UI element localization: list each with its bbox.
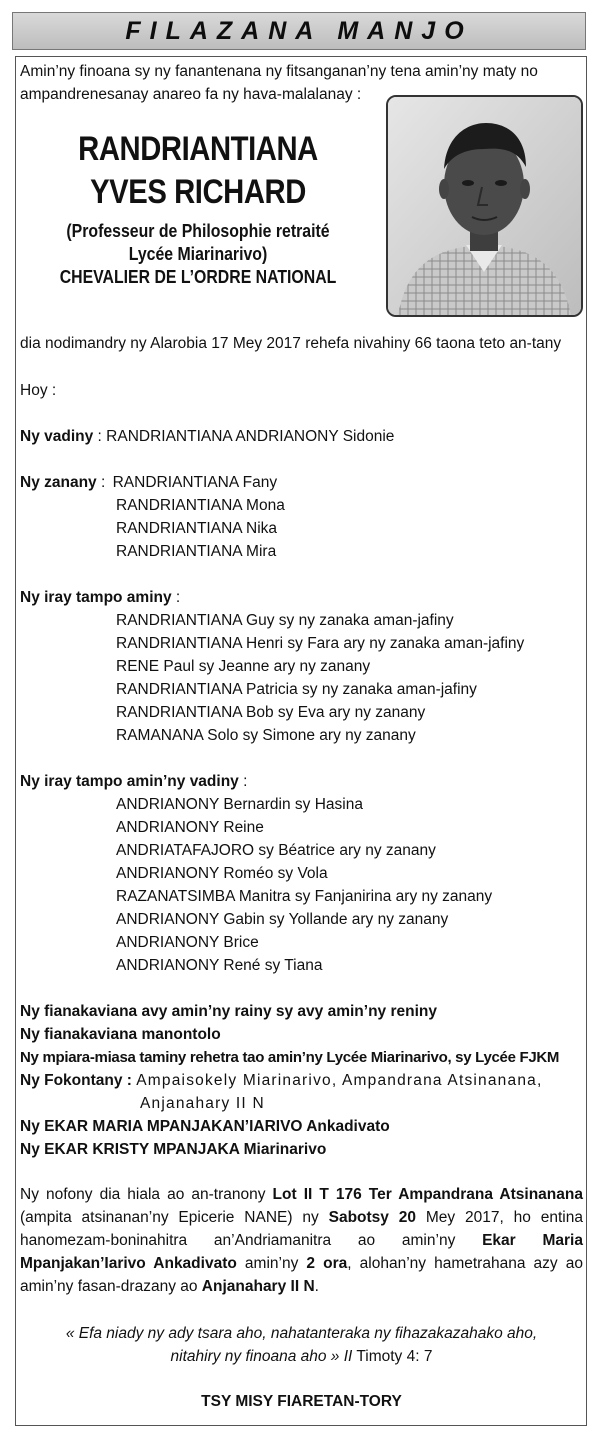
funeral-text: Mey 2017, ho entina hanomezam-boninahitra an’Andriamanitra ao amin’ny [20, 1209, 583, 1249]
portrait-image [388, 97, 581, 315]
children-item: RANDRIANTIANA Mona [116, 497, 285, 514]
others-line: Ny mpiara-miasa taminy rehetra tao amin’ny Lycée Miarinarivo, sy Lycée FJKM [20, 1049, 560, 1066]
spouse-separator: : [93, 428, 107, 445]
fokontany-continuation: Anjanahary II N [140, 1095, 265, 1112]
children-item: RANDRIANTIANA Nika [116, 520, 278, 537]
inlaws-label: Ny iray tampo amin’ny vadiny [20, 773, 239, 790]
notice-content [20, 60, 583, 1410]
siblings-item: RAMANANA Solo sy Simone ary ny zanany [116, 727, 416, 744]
spouse-name: RANDRIANTIANA ANDRIANONY Sidonie [106, 428, 395, 445]
funeral-text: amin’ny [236, 1255, 307, 1272]
children-item: RANDRIANTIANA Mira [116, 543, 277, 560]
inlaws-item: RAZANATSIMBA Manitra sy Fanjanirina ary ny zanany [116, 888, 493, 905]
others-line: Ny EKAR MARIA MPANJAKAN’IARIVO Ankadivato [20, 1118, 390, 1135]
deceased-title-line1: (Professeur de Philosophie retraité [66, 221, 330, 241]
deceased-name-line1: RANDRIANTIANA [78, 130, 318, 168]
deceased-identity [20, 128, 376, 289]
children-item: RANDRIANTIANA Fany [112, 474, 278, 491]
fokontany-text: Ampaisokely Miarinarivo, Ampandrana Atsinanana, [136, 1072, 543, 1089]
deceased-title-line2: Lycée Miarinarivo) [128, 244, 268, 264]
siblings-item: RANDRIANTIANA Henri sy Fara ary ny zanaka aman-jafiny [116, 635, 525, 652]
siblings-section: Ny iray tampo aminy : RANDRIANTIANA Guy sy ny zanaka aman-jafiny RANDRIANTIANA Henri sy Fara ary ny zanaka aman-jafiny RENE Paul sy Jeanne ary ny zanany RANDRIANTIANA Patricia sy ny zanaka aman-jafiny RANDRIANTIANA Bob sy Eva ary ny zanany RAMANANA Solo sy Simone ary ny zanany [20, 586, 583, 747]
inlaws-item: ANDRIANONY Bernardin sy Hasina [116, 796, 363, 813]
siblings-item: RENE Paul sy Jeanne ary ny zanany [116, 658, 371, 675]
notice-title: FILAZANA MANJO [125, 16, 473, 45]
deceased-name-line2: YVES RICHARD [90, 173, 306, 211]
children-label: Ny zanany [20, 474, 97, 491]
children-section: Ny zanany : RANDRIANTIANA Fany RANDRIANTIANA Mona RANDRIANTIANA Nika RANDRIANTIANA Mira [20, 471, 583, 563]
inlaws-item: ANDRIATAFAJORO sy Béatrice ary ny zanany [116, 842, 436, 859]
inlaws-item: ANDRIANONY Gabin sy Yollande ary ny zanany [116, 911, 449, 928]
notice-header [12, 12, 586, 50]
inlaws-item: ANDRIANONY René sy Tiana [116, 957, 323, 974]
spouse-section [20, 425, 394, 448]
inlaws-item: ANDRIANONY Brice [116, 934, 259, 951]
funeral-details [20, 1183, 583, 1298]
funeral-text: (ampita atsinanan’ny Epicerie NANE) ny [20, 1209, 329, 1226]
portrait-photo [386, 95, 583, 317]
bible-verse [20, 1322, 583, 1368]
funeral-address: Lot II T 176 Ter Ampandrana Atsinanana [272, 1186, 583, 1203]
inlaws-item: ANDRIANONY Reine [116, 819, 264, 836]
verse-reference: Timoty 4: 7 [352, 1348, 433, 1365]
funeral-church: Ekar Maria Mpanjakan’Iarivo Ankadivato [20, 1232, 583, 1272]
siblings-item: RANDRIANTIANA Bob sy Eva ary ny zanany [116, 704, 426, 721]
verse-line: « Efa niady ny ady tsara aho, nahatanteraka ny fihazakazahako aho, [65, 1325, 538, 1342]
hoy-label: Hoy : [20, 382, 57, 399]
fokontany-label: Ny Fokontany : [20, 1072, 132, 1089]
others-line: Ny EKAR KRISTY MPANJAKA Miarinarivo [20, 1141, 327, 1158]
siblings-item: RANDRIANTIANA Guy sy ny zanaka aman-jafiny [116, 612, 454, 629]
funeral-day: Sabotsy 20 [328, 1209, 417, 1226]
inlaws-section: Ny iray tampo amin’ny vadiny : ANDRIANONY Bernardin sy Hasina ANDRIANONY Reine ANDRIATAFAJORO sy Béatrice ary ny zanany ANDRIANONY Roméo sy Vola RAZANATSIMBA Manitra sy Fanjanirina ary ny zanany ANDRIANONY Gabin sy Yollande ary ny zanany ANDRIANONY Brice ANDRIANONY René sy Tiana [20, 770, 583, 977]
verse-line: nitahiry ny finoana aho » II [170, 1348, 353, 1365]
siblings-item: RANDRIANTIANA Patricia sy ny zanaka aman-jafiny [116, 681, 477, 698]
spouse-label: Ny vadiny [20, 428, 94, 445]
intro-text: Amin’ny finoana sy ny fanantenana ny fitsanganan’ny tena amin’ny maty no ampandrenesanay anareo fa ny hava-malalanay : [20, 63, 538, 103]
others-line: Ny fianakaviana avy amin’ny rainy sy avy amin’ny reniny [20, 1003, 437, 1020]
closing-note: TSY MISY FIARETAN-TORY [201, 1393, 402, 1410]
death-notice: dia nodimandry ny Alarobia 17 Mey 2017 rehefa nivahiny 66 taona teto an-tany [20, 335, 562, 352]
funeral-text: , alohan’ny hametrahana azy ao amin’ny fasan-drazany ao [20, 1255, 583, 1295]
funeral-time: 2 ora [306, 1255, 348, 1272]
others-section [20, 1000, 583, 1161]
others-line: Ny fianakaviana manontolo [20, 1026, 221, 1043]
funeral-burial-place: Anjanahary II N [201, 1278, 315, 1295]
siblings-label: Ny iray tampo aminy [20, 589, 172, 606]
funeral-text: Ny nofony dia hiala ao an-tranony [20, 1186, 273, 1203]
inlaws-item: ANDRIANONY Roméo sy Vola [116, 865, 328, 882]
funeral-text: . [314, 1278, 319, 1295]
deceased-title-line3: CHEVALIER DE L’ORDRE NATIONAL [59, 267, 337, 287]
